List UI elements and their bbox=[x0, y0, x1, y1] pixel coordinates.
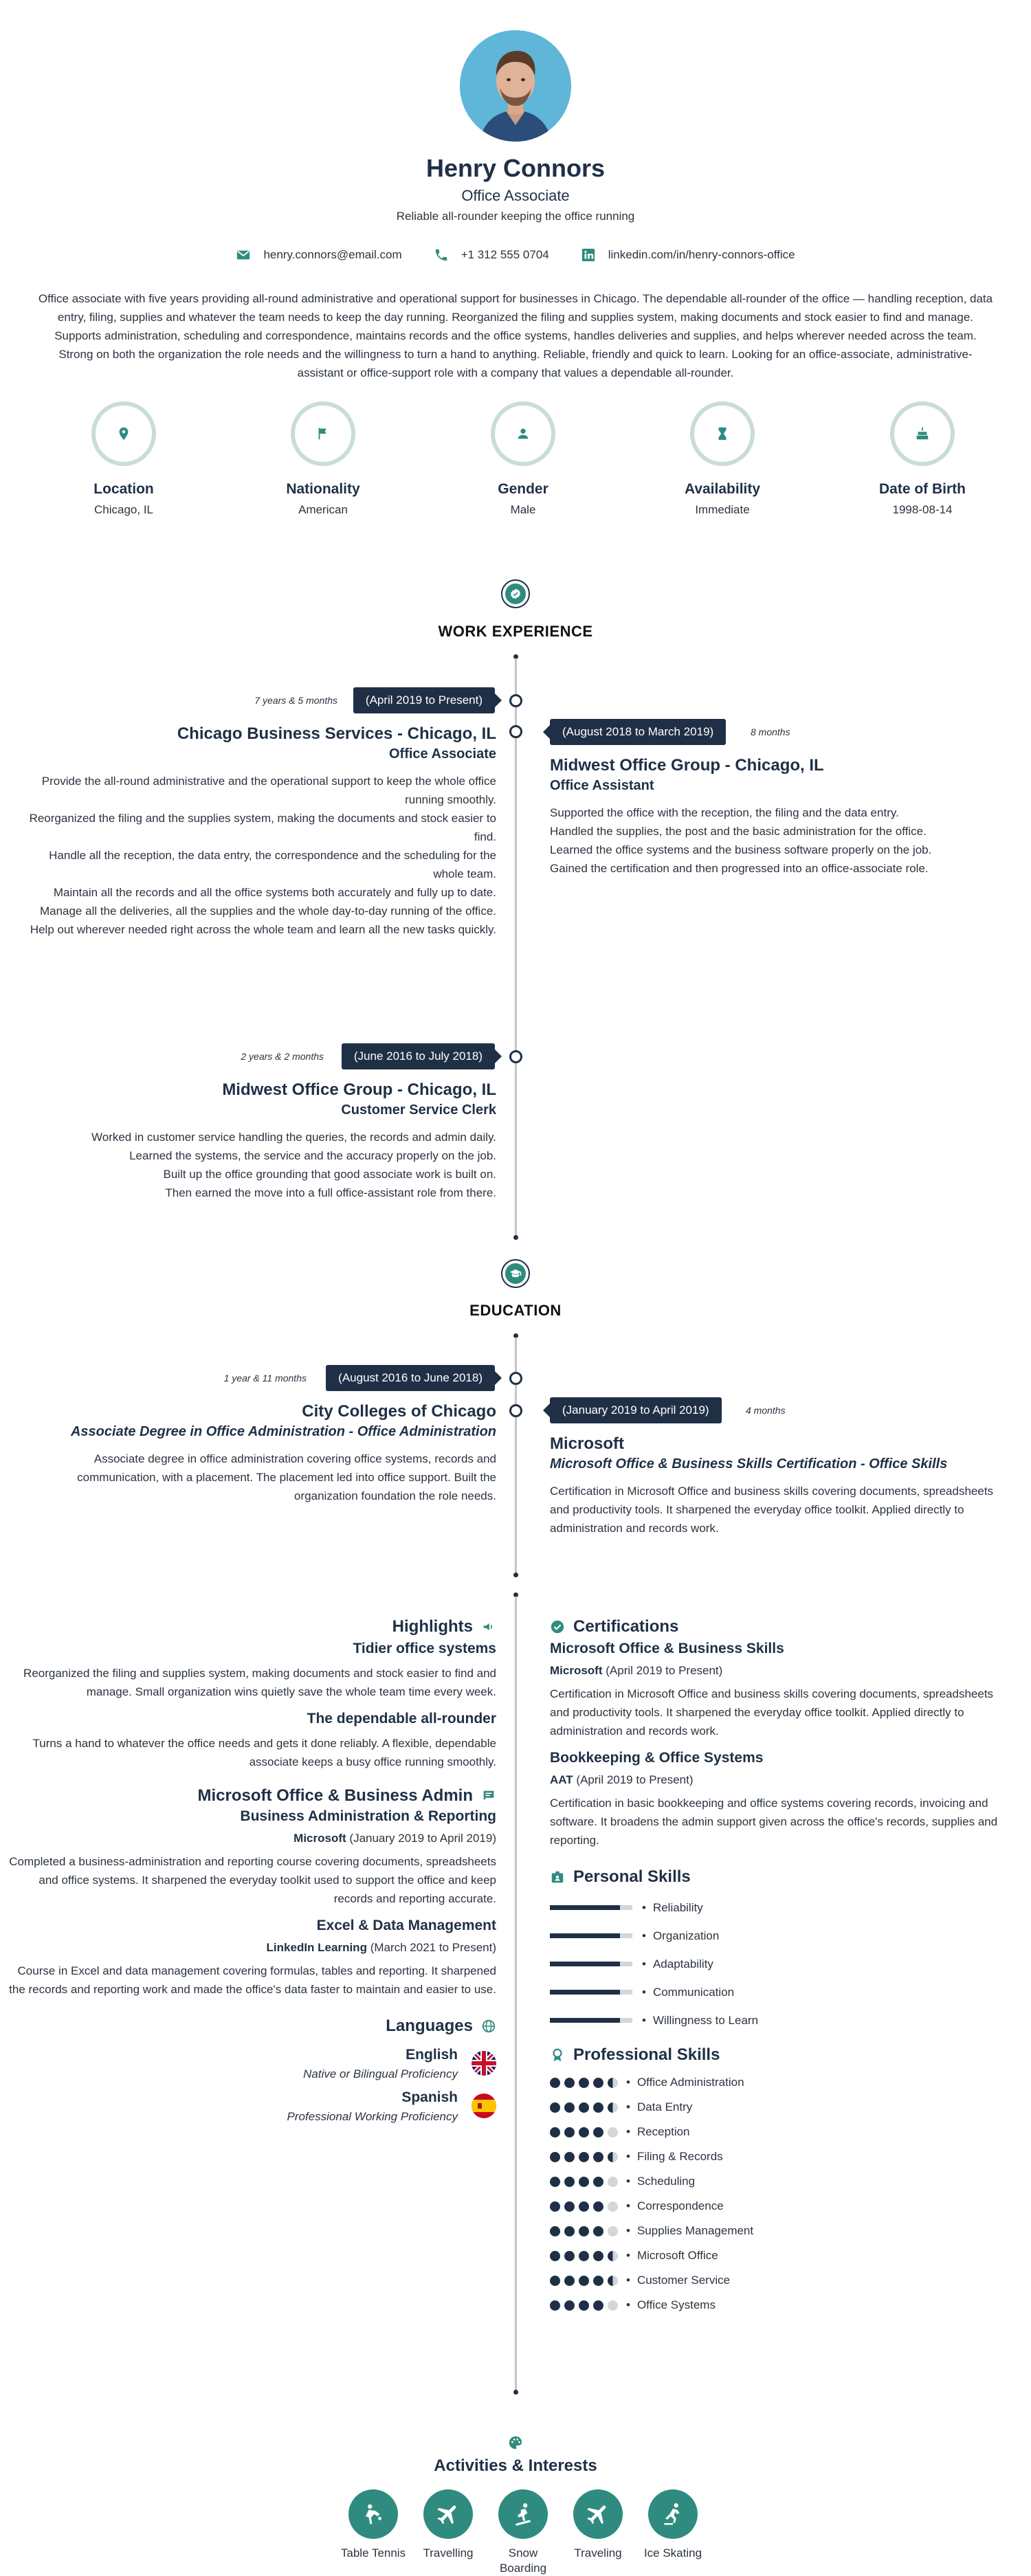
rating-dot bbox=[550, 2127, 560, 2138]
professional-skills-title: Professional Skills bbox=[573, 2045, 720, 2064]
uk-flag-icon bbox=[472, 2051, 496, 2076]
date-tag: (June 2016 to July 2018) bbox=[342, 1043, 495, 1069]
education-item bbox=[550, 1434, 1010, 1537]
desc-line: Then earned the move into a full office-assistant role from there. bbox=[165, 1186, 496, 1199]
course-dates: (January 2019 to April 2019) bbox=[349, 1832, 496, 1845]
award-ribbon-icon bbox=[550, 2047, 565, 2063]
contact-phone[interactable] bbox=[434, 247, 549, 263]
globe-icon bbox=[481, 2019, 496, 2034]
certification-issuer: Microsoft bbox=[550, 1664, 603, 1677]
fact-value: Male bbox=[510, 503, 536, 516]
fact-label: Location bbox=[93, 481, 154, 497]
rating-dot bbox=[593, 2276, 603, 2286]
ice-skating-icon bbox=[660, 2501, 686, 2527]
fact-value: American bbox=[298, 503, 348, 516]
languages-title: Languages bbox=[386, 2017, 473, 2035]
rating-dot bbox=[564, 2102, 575, 2113]
work-section-title: WORK EXPERIENCE bbox=[438, 623, 593, 640]
skill-bar bbox=[550, 2018, 632, 2023]
skill-name: Filing & Records bbox=[636, 2150, 723, 2163]
education-item bbox=[22, 1402, 496, 1505]
skill-name: Office Administration bbox=[636, 2076, 744, 2089]
highlight-description: Turns a hand to whatever the office needs and gets it done reliably. A flexible, dependable associate keeps a busy office running smoothly. bbox=[32, 1737, 496, 1768]
rating-dot bbox=[550, 2226, 560, 2236]
professional-skill: • Correspondence bbox=[550, 2194, 1010, 2219]
snowboarding-icon bbox=[510, 2501, 536, 2527]
timeline-line bbox=[515, 1597, 517, 2390]
professional-skill: • Office Administration bbox=[550, 2070, 1010, 2095]
rating-dot bbox=[550, 2276, 560, 2286]
work-item bbox=[550, 756, 1010, 878]
professional-skill: • Customer Service bbox=[550, 2268, 1010, 2293]
right-column bbox=[550, 1617, 1010, 2318]
course-description: Course in Excel and data management covering formulas, tables and reporting. It sharpened the records and reporting work and made the office's data faster to maintain and easier to use. bbox=[9, 1964, 496, 1996]
rating-dot bbox=[579, 2127, 589, 2138]
rating-dot bbox=[593, 2300, 603, 2311]
education-description: Certification in Microsoft Office and business skills covering documents, spreadsheets and productivity tools. It sharpened the everyday office toolkit. Applied directly to administration and records work. bbox=[550, 1485, 994, 1535]
rating-dot bbox=[593, 2201, 603, 2212]
fact-value: Chicago, IL bbox=[94, 503, 153, 516]
table-tennis-icon bbox=[360, 2501, 386, 2527]
personal-skills-title: Personal Skills bbox=[573, 1867, 691, 1886]
professional-skill: • Data Entry bbox=[550, 2095, 1010, 2120]
professional-skill: • Microsoft Office bbox=[550, 2243, 1010, 2268]
id-badge-icon bbox=[550, 1869, 565, 1885]
rating-dot bbox=[593, 2078, 603, 2088]
flag-icon bbox=[315, 426, 331, 441]
contact-linkedin[interactable] bbox=[581, 247, 795, 263]
date-tag: (January 2019 to April 2019) bbox=[550, 1397, 722, 1423]
contact-email[interactable] bbox=[236, 247, 401, 263]
certification-dates: (April 2019 to Present) bbox=[576, 1773, 694, 1786]
duration-label: 1 year & 11 months bbox=[223, 1373, 307, 1384]
personal-skills-heading bbox=[550, 1867, 1010, 1887]
timeline-node bbox=[509, 1050, 522, 1063]
activity-label: Snow Boarding bbox=[499, 2546, 547, 2575]
course-dates: (March 2021 to Present) bbox=[370, 1941, 496, 1954]
highlight-description: Reorganized the filing and supplies system, making documents and stock easier to find and manage. Small organization wins quietly save the whole team time every week. bbox=[23, 1667, 496, 1698]
fact-value: Immediate bbox=[695, 503, 750, 516]
role-title: Office Associate bbox=[389, 746, 496, 762]
certification-title: Microsoft Office & Business Skills bbox=[550, 1641, 784, 1656]
course-description: Completed a business-administration and reporting course covering documents, spreadsheets and office systems. It sharpened the everyday toolkit used to support the office and keep records and reporting accurate. bbox=[9, 1855, 496, 1905]
candidate-name: Henry Connors bbox=[425, 154, 606, 182]
skill-name: Office Systems bbox=[636, 2298, 716, 2311]
rating-dot bbox=[579, 2300, 589, 2311]
desc-line: Worked in customer service handling the queries, the records and admin daily. bbox=[91, 1131, 496, 1144]
linkedin-text: linkedin.com/in/henry-connors-office bbox=[608, 248, 795, 261]
desc-line: Help out wherever needed right across the whole team and learn all the new tasks quickly. bbox=[30, 923, 496, 936]
desc-line: Learned the office systems and the business software properly on the job. bbox=[550, 843, 932, 856]
rating-dot bbox=[608, 2102, 618, 2113]
fact-availability bbox=[647, 401, 798, 517]
rating-dot bbox=[564, 2127, 575, 2138]
date-tag: (August 2018 to March 2019) bbox=[550, 719, 726, 745]
rating-dot bbox=[564, 2226, 575, 2236]
certification-meta bbox=[550, 1773, 1010, 1787]
rating-dot bbox=[593, 2177, 603, 2187]
course-meta bbox=[8, 1832, 496, 1845]
fact-nationality bbox=[247, 401, 399, 517]
rating-dot bbox=[593, 2152, 603, 2162]
duration-label: 4 months bbox=[746, 1405, 786, 1416]
timeline-dot bbox=[513, 1235, 518, 1240]
skill-name: Reliability bbox=[652, 1900, 703, 1914]
timeline-node bbox=[509, 694, 522, 707]
skill-rating bbox=[550, 2300, 618, 2311]
rating-dot bbox=[550, 2201, 560, 2212]
activities-title: Activities & Interests bbox=[434, 2456, 597, 2475]
hourglass-icon bbox=[715, 426, 730, 441]
activity-item bbox=[410, 2489, 486, 2561]
rating-dot bbox=[550, 2078, 560, 2088]
desc-line: Built up the office grounding that good associate work is built on. bbox=[163, 1168, 496, 1181]
contact-bar bbox=[0, 247, 1031, 263]
skill-name: Correspondence bbox=[636, 2199, 724, 2212]
tagline: Reliable all-rounder keeping the office running bbox=[396, 210, 635, 223]
rating-dot bbox=[579, 2152, 589, 2162]
company-name: Midwest Office Group - Chicago, IL bbox=[550, 756, 824, 775]
badge-check-icon bbox=[509, 588, 522, 600]
skill-name: Customer Service bbox=[636, 2274, 731, 2287]
rating-dot bbox=[579, 2102, 589, 2113]
language-level: Professional Working Proficiency bbox=[287, 2110, 458, 2123]
left-column bbox=[8, 1617, 496, 2124]
rating-dot bbox=[608, 2152, 618, 2162]
courses-title: Microsoft Office & Business Admin bbox=[197, 1786, 473, 1805]
language-name: Spanish bbox=[401, 2089, 458, 2105]
megaphone-icon bbox=[482, 1620, 496, 1634]
language-name: English bbox=[406, 2047, 458, 2063]
skill-rating bbox=[550, 2177, 618, 2187]
skill-bar-fill bbox=[550, 2018, 620, 2023]
fact-gender bbox=[447, 401, 599, 517]
language-spanish bbox=[8, 2089, 496, 2124]
rating-dot bbox=[564, 2152, 575, 2162]
timeline-node bbox=[509, 1372, 522, 1385]
personal-skill: • Organization bbox=[550, 1922, 1010, 1950]
activity-label: Table Tennis bbox=[340, 2546, 406, 2560]
desc-line: Manage all the deliveries, all the supplies and the whole day-to-day running of the office. bbox=[39, 904, 496, 918]
activity-label: Travelling bbox=[423, 2546, 474, 2560]
professional-skill: • Scheduling bbox=[550, 2169, 1010, 2194]
professional-skill: • Reception bbox=[550, 2120, 1010, 2144]
skill-name: Adaptability bbox=[652, 1957, 713, 1970]
rating-dot bbox=[550, 2102, 560, 2113]
rating-dot bbox=[593, 2226, 603, 2236]
rating-dot bbox=[579, 2251, 589, 2261]
timeline-node bbox=[509, 1404, 522, 1417]
airplane-icon bbox=[585, 2501, 611, 2527]
company-name: Chicago Business Services - Chicago, IL bbox=[177, 724, 496, 743]
professional-skills-list bbox=[550, 2070, 1010, 2318]
role-title: Office Assistant bbox=[550, 778, 654, 793]
language-english bbox=[8, 2047, 496, 2081]
rating-dot bbox=[564, 2300, 575, 2311]
skill-bar-fill bbox=[550, 1905, 620, 1910]
languages-heading bbox=[8, 2017, 496, 2036]
certification-description: Certification in basic bookkeeping and office systems covering records, invoicing and software. It broadens the admin support given across the office's records, supplies and reporting. bbox=[550, 1797, 998, 1847]
timeline-dot bbox=[513, 2390, 518, 2395]
duration-label: 2 years & 2 months bbox=[241, 1051, 324, 1062]
email-icon bbox=[236, 247, 251, 263]
skill-rating bbox=[550, 2127, 618, 2138]
rating-dot bbox=[564, 2177, 575, 2187]
rating-dot bbox=[550, 2251, 560, 2261]
rating-dot bbox=[608, 2276, 618, 2286]
fact-date-of-birth bbox=[847, 401, 998, 517]
course-issuer: LinkedIn Learning bbox=[266, 1941, 367, 1954]
personal-skill: • Communication bbox=[550, 1978, 1010, 2006]
language-level: Native or Bilingual Proficiency bbox=[303, 2067, 458, 2080]
course-meta bbox=[8, 1941, 496, 1955]
fact-label: Availability bbox=[684, 481, 761, 497]
rating-dot bbox=[564, 2251, 575, 2261]
rating-dot bbox=[579, 2201, 589, 2212]
fact-label: Nationality bbox=[286, 481, 360, 497]
skill-rating bbox=[550, 2201, 618, 2212]
rating-dot bbox=[564, 2078, 575, 2088]
fact-label: Gender bbox=[498, 481, 548, 497]
timeline-node bbox=[509, 725, 522, 738]
professional-skill: • Supplies Management bbox=[550, 2219, 1010, 2243]
degree-title: Associate Degree in Office Administration - Office Administration bbox=[70, 1424, 496, 1439]
courses-heading bbox=[8, 1786, 496, 1806]
date-tag: (April 2019 to Present) bbox=[353, 687, 495, 713]
desc-line: Gained the certification and then progressed into an office-associate role. bbox=[550, 862, 929, 875]
date-tag: (August 2016 to June 2018) bbox=[326, 1365, 495, 1391]
skill-name: Data Entry bbox=[636, 2100, 693, 2113]
fact-label: Date of Birth bbox=[879, 481, 966, 497]
duration-label: 7 years & 5 months bbox=[254, 695, 337, 706]
certification-dates: (April 2019 to Present) bbox=[606, 1664, 723, 1677]
activity-item bbox=[560, 2489, 636, 2561]
rating-dot bbox=[593, 2102, 603, 2113]
school-name: Microsoft bbox=[550, 1434, 624, 1453]
rating-dot bbox=[579, 2078, 589, 2088]
rating-dot bbox=[579, 2226, 589, 2236]
activity-item bbox=[335, 2489, 411, 2561]
desc-line: Handled the supplies, the post and the basic administration for the office. bbox=[550, 825, 927, 838]
work-description bbox=[550, 803, 1010, 878]
certification-issuer: AAT bbox=[550, 1773, 573, 1786]
certifications-title: Certifications bbox=[573, 1617, 679, 1636]
skill-bar bbox=[550, 1962, 632, 1966]
desc-line: Handle all the reception, the data entry, the correspondence and the scheduling for the whole team. bbox=[49, 849, 496, 880]
certifications-heading bbox=[550, 1617, 1010, 1636]
rating-dot bbox=[608, 2078, 618, 2088]
rating-dot bbox=[579, 2276, 589, 2286]
skill-name: Communication bbox=[652, 1985, 735, 1999]
school-name: City Colleges of Chicago bbox=[302, 1402, 496, 1421]
email-text: henry.connors@email.com bbox=[263, 248, 402, 261]
desc-line: Maintain all the records and all the office systems both accurately and fully up to date. bbox=[53, 886, 496, 899]
activity-item bbox=[485, 2489, 561, 2576]
personal-skills-list bbox=[550, 1894, 1010, 2034]
rating-dot bbox=[550, 2152, 560, 2162]
rating-dot bbox=[579, 2177, 589, 2187]
skill-name: Willingness to Learn bbox=[652, 2013, 759, 2027]
chat-icon bbox=[481, 1788, 496, 1803]
phone-icon bbox=[434, 247, 449, 263]
linkedin-icon bbox=[581, 247, 596, 263]
skill-name: Organization bbox=[652, 1929, 720, 1942]
rating-dot bbox=[608, 2177, 618, 2187]
skill-rating bbox=[550, 2152, 618, 2162]
skill-bar bbox=[550, 1933, 632, 1938]
fact-value: 1998-08-14 bbox=[892, 503, 953, 516]
desc-line: Supported the office with the reception, the filing and the data entry. bbox=[550, 806, 899, 819]
skill-rating bbox=[550, 2102, 618, 2113]
skill-name: Scheduling bbox=[636, 2175, 696, 2188]
rating-dot bbox=[564, 2201, 575, 2212]
skill-bar bbox=[550, 1990, 632, 1995]
graduation-cap-icon bbox=[509, 1267, 522, 1280]
professional-skills-heading bbox=[550, 2045, 1010, 2065]
airplane-icon bbox=[435, 2501, 461, 2527]
company-name: Midwest Office Group - Chicago, IL bbox=[222, 1080, 496, 1099]
rating-dot bbox=[608, 2127, 618, 2138]
activity-label: Ice Skating bbox=[643, 2546, 702, 2560]
skill-rating bbox=[550, 2251, 618, 2261]
activity-item bbox=[635, 2489, 711, 2561]
highlight-title: Tidier office systems bbox=[353, 1641, 496, 1656]
skill-name: Supplies Management bbox=[636, 2224, 754, 2237]
personal-skill: • Willingness to Learn bbox=[550, 2006, 1010, 2034]
timeline-line bbox=[515, 658, 517, 1236]
highlights-title: Highlights bbox=[392, 1617, 473, 1636]
desc-line: Provide the all-round administrative and the operational support to keep the whole office running smoothly. bbox=[41, 775, 496, 806]
rating-dot bbox=[564, 2276, 575, 2286]
rating-dot bbox=[608, 2251, 618, 2261]
phone-text: +1 312 555 0704 bbox=[461, 248, 549, 261]
portrait-photo bbox=[460, 30, 571, 142]
rating-dot bbox=[593, 2127, 603, 2138]
work-item bbox=[22, 1080, 496, 1202]
rating-dot bbox=[608, 2226, 618, 2236]
skill-bar-fill bbox=[550, 1933, 620, 1938]
professional-skill: • Office Systems bbox=[550, 2293, 1010, 2318]
job-title: Office Associate bbox=[461, 187, 570, 204]
education-section-icon bbox=[501, 1259, 530, 1288]
fact-location bbox=[48, 401, 199, 517]
education-section-title: EDUCATION bbox=[469, 1302, 562, 1319]
certification-meta bbox=[550, 1664, 1010, 1678]
personal-skill: • Reliability bbox=[550, 1894, 1010, 1922]
palette-icon bbox=[508, 2435, 523, 2450]
course-title: Excel & Data Management bbox=[316, 1918, 496, 1933]
professional-skill: • Filing & Records bbox=[550, 2144, 1010, 2169]
skill-rating bbox=[550, 2276, 618, 2286]
highlight-title: The dependable all-rounder bbox=[307, 1711, 496, 1726]
location-pin-icon bbox=[116, 426, 131, 441]
work-description bbox=[22, 772, 496, 939]
highlights-heading bbox=[8, 1617, 496, 1636]
work-item bbox=[22, 724, 496, 939]
rating-dot bbox=[608, 2201, 618, 2212]
personal-skill: • Adaptability bbox=[550, 1950, 1010, 1978]
skill-name: Reception bbox=[636, 2125, 690, 2138]
work-section-icon bbox=[501, 579, 530, 608]
spain-flag-icon bbox=[472, 2094, 496, 2118]
desc-line: Learned the systems, the service and the accuracy properly on the job. bbox=[129, 1149, 496, 1162]
timeline-dot bbox=[513, 1573, 518, 1577]
rating-dot bbox=[550, 2300, 560, 2311]
rating-dot bbox=[593, 2251, 603, 2261]
activity-label: Traveling bbox=[574, 2546, 622, 2560]
profile-summary: Office associate with five years providing all-round administrative and operational support for businesses in Chicago. The dependable all-rounder of the office — handling reception, data entry, filing, supplies and whatever the team needs to keep the day running. Reorganized the filing and supplies system, making documents and stock easier to find and manage. Supports administration, scheduling and correspondence, maintains records and the office systems, handles deliveries and supplies, and helps wherever needed across the team. Strong on both the organization the role needs and the willingness to turn a hand to anything. Reliable, friendly and quick to learn. Looking for an office-associate, administrative-assistant or office-support role with a company that values a dependable all-rounder. bbox=[38, 292, 993, 379]
work-description bbox=[22, 1128, 496, 1202]
skill-bar-fill bbox=[550, 1990, 620, 1995]
skill-name: Microsoft Office bbox=[636, 2249, 718, 2262]
rating-dot bbox=[608, 2300, 618, 2311]
skill-bar bbox=[550, 1905, 632, 1910]
duration-label: 8 months bbox=[751, 726, 790, 737]
skill-rating bbox=[550, 2078, 618, 2088]
course-title: Business Administration & Reporting bbox=[240, 1808, 496, 1824]
skill-rating bbox=[550, 2226, 618, 2236]
role-title: Customer Service Clerk bbox=[341, 1102, 496, 1118]
degree-title: Microsoft Office & Business Skills Certification - Office Skills bbox=[550, 1456, 948, 1472]
avatar bbox=[460, 30, 571, 142]
cake-icon bbox=[915, 426, 930, 441]
certification-title: Bookkeeping & Office Systems bbox=[550, 1750, 764, 1766]
rating-dot bbox=[550, 2177, 560, 2187]
desc-line: Reorganized the filing and the supplies system, making the documents and stock easier to find. bbox=[29, 812, 496, 843]
education-description: Associate degree in office administration covering office systems, records and communication, with a placement. The placement led into office support. Built the organization foundation the role needs. bbox=[77, 1452, 496, 1502]
course-issuer: Microsoft bbox=[293, 1832, 346, 1845]
skill-bar-fill bbox=[550, 1962, 620, 1966]
certificate-check-icon bbox=[550, 1619, 565, 1634]
certification-description: Certification in Microsoft Office and business skills covering documents, spreadsheets and productivity tools. It sharpened the everyday office toolkit. Applied directly to administration and records work. bbox=[550, 1687, 994, 1737]
person-icon bbox=[516, 426, 531, 441]
